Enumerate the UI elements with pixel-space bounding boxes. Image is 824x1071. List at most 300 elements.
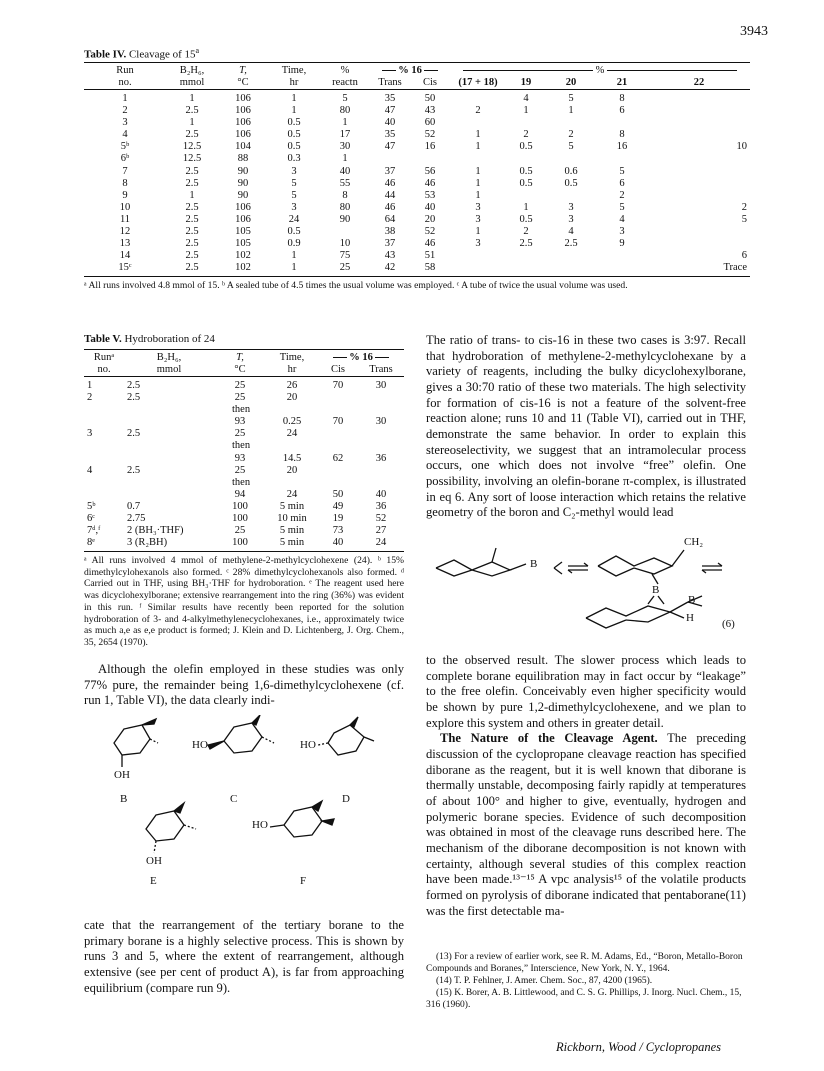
table4-cell: 0.6 (564, 165, 578, 177)
table4-cell (596, 250, 648, 262)
table5-cell-t: 25 (234, 524, 246, 536)
table5-cell-t: 25 (234, 428, 246, 440)
table5-caption-text: Hydroboration of 24 (124, 333, 215, 345)
table4-cell: 58 (424, 262, 436, 273)
table4-cell: 3 (568, 201, 574, 213)
table4-cell (648, 129, 750, 141)
table4-cell: 44 (384, 189, 396, 201)
equation-svg (426, 532, 746, 642)
table4-cell: 6 (741, 249, 747, 261)
table4 (84, 62, 750, 292)
table5-cell-time: 5 min (279, 536, 305, 548)
table4-cell: 0.3 (287, 153, 301, 165)
right-paragraph-2: to the observed result. The slower process which leads to complete borane equilibration may in fact occur by “leakage” to the free olefin. Conceivably even higher specificity would be shown by pure 1,2-dimethylcyclohexene, and we plan to explore this system and others in greater detail. The Nature of the Cleavage Agent. The preceding discussion of the cyclopropane cleavage reaction has specified diborane as the reagent, but it is well known that diborane is thermally unstable, decomposing fairly rapidly at temperatures of about 100° and higher to give, eventually, hydrogen and polymeric borane species. Evidence of such decomposition was obtained in most of the cleavage runs described here. The mechanism of the diborane decomposition is not known with certainty, although several studies of this complex reaction have been made.¹³⁻¹⁵ A vpc analysis¹⁵ of the volatile products formed on pyrolysis of diborane indicated that pentaborane(11) was the first detectable ma- (426, 653, 746, 918)
table5-cell-b2h6 (124, 416, 214, 428)
left-paragraph-1: Although the olefin employed in these studies was only 77% pure, the remainder being 1,6-dimethylcyclohexene (cf. run 1, Table VI), the data clearly indi- (84, 662, 404, 708)
table4-cell (546, 117, 596, 129)
t4-h-run-1: Run (116, 65, 134, 76)
table5-cell-run (84, 453, 124, 465)
table4-cell (648, 166, 750, 178)
table4-cell: 1 (568, 105, 574, 117)
table4-row (84, 202, 750, 214)
table4-cell: 102 (235, 262, 251, 273)
table4-cell: 1 (189, 117, 195, 129)
table5-cell-b2h6: 2 (BH₃·THF) (127, 524, 184, 536)
t4-h-pct-group: % (450, 65, 750, 77)
structure-e (146, 803, 196, 853)
table5-cell-t: 100 (232, 512, 248, 524)
table4-cell: 6 (619, 105, 625, 117)
eq-number: (6) (722, 618, 735, 630)
table5-cell-time: 0.25 (282, 416, 302, 428)
table4-cell: 4 (568, 225, 574, 237)
table4-cell: 2 (475, 105, 481, 117)
table4-cell (506, 153, 546, 165)
table4-cell (450, 117, 506, 129)
table4-cell: 47 (384, 105, 396, 117)
table4-cell: 40 (339, 165, 351, 177)
table4-cell: 8 (342, 189, 348, 201)
running-footer: Rickborn, Wood / Cyclopropanes (556, 1040, 722, 1054)
table4-cell: 1 (475, 225, 481, 237)
table5-cell-t: 100 (232, 536, 248, 548)
table5-cell-cis: 40 (332, 536, 344, 548)
table4-cell: 8 (122, 177, 128, 189)
table5-cell-cis: 70 (332, 416, 344, 428)
table4-cell: 2.5 (185, 105, 199, 117)
table4-cell: 47 (384, 141, 396, 153)
table5-cell-run: 1 (87, 380, 93, 392)
reference-14: (14) T. P. Fehlner, J. Amer. Chem. Soc., 87, 4200 (1965). (436, 975, 653, 986)
t4-h-reactn-2: reactn (332, 77, 358, 89)
t4-h-1718: (17 + 18) (458, 77, 498, 89)
table4-cell: 105 (235, 225, 251, 237)
reference-13: (13) For a review of earlier work, see R. M. Adams, Ed., “Boron, Metallo-Boron Compounds and Boranes,” Interscience, New York, N. Y., 1964. (426, 952, 743, 974)
table5-cell-cis: 19 (332, 512, 344, 524)
table4-cell: 0.5 (519, 165, 533, 177)
table4-cell: 0.5 (287, 117, 301, 129)
table4-row (84, 214, 750, 226)
table4-cell: 4 (122, 129, 128, 141)
table4-cell: 106 (235, 201, 251, 213)
structure-d (318, 717, 374, 755)
table4-cell: 1 (523, 201, 529, 213)
page-number: 3943 (740, 24, 768, 39)
table5-then: then (232, 440, 251, 452)
struct-f-ho: HO (252, 819, 268, 831)
table4-cell: 3 (475, 201, 481, 213)
table4-cell: 1 (475, 129, 481, 141)
table4-cell: 2.5 (185, 249, 199, 261)
table4-cell: 50 (424, 93, 436, 105)
table4-cell: 0.5 (564, 177, 578, 189)
table4-cell: 5 (619, 201, 625, 213)
table4-cell: 5 (568, 141, 574, 153)
t5-h-trans: Trans (369, 364, 393, 376)
table5-cell-t: 93 (234, 452, 246, 464)
table5-then: then (232, 476, 251, 488)
table4-cell: 2 (523, 129, 529, 141)
table5-cell-time: 24 (286, 488, 298, 500)
table4-row (84, 105, 750, 117)
table4-cell: 2.5 (564, 237, 578, 249)
table4-cell: 2.5 (185, 129, 199, 141)
table4-cell: 2.5 (185, 201, 199, 213)
table5-cell-b2h6: 2.75 (127, 512, 146, 524)
table4-cell: 0.5 (287, 129, 301, 141)
t5-h-cis: Cis (330, 364, 345, 376)
t4-h-t-1: T, (239, 65, 247, 76)
table4-cell: 3 (568, 213, 574, 225)
right-paragraph-1: The ratio of trans- to cis-16 in these two cases is 3:97. Recall that hydroboration of methylene-2-methylcyclohexane by a variety of reagents, including the bulky dicyclohexylborane, gives a 30:70 ratio of these two materials. The high selectivity for formation of cis-16 is not a feature of the solvent-free reaction alone; runs 10 and 11 (Table VI), carried out in THF, demonstrate the same behavior. In order to explain this stereoselectivity, we suggest that an intramolecular process occurs, one which does not involve “free” olefin. One possibility, involving an olefin-borane π-complex, is illustrated in eq 6. Any sort of loose interaction which retains the relative geometry of the boron and C₂-methyl would lead (426, 333, 746, 520)
table4-cell: 106 (235, 93, 251, 105)
table4-cell: 80 (339, 105, 351, 117)
table4-cell: 1 (475, 189, 481, 201)
table4-cell: 2.5 (185, 213, 199, 225)
table4-cell: 2.5 (185, 165, 199, 177)
table4-cell: 40 (384, 117, 396, 129)
table4-cell (506, 250, 546, 262)
table4-cell (370, 153, 410, 165)
table5-body (84, 380, 404, 549)
table4-cell: 2.5 (519, 237, 533, 249)
equation-6 (426, 532, 746, 642)
table5-row (84, 392, 404, 404)
table4-cell: 24 (288, 213, 300, 225)
t5-h-b2h6-1: B₂H₆, (156, 352, 182, 363)
t5-h-t-2: °C (234, 364, 246, 376)
table4-cell: 16 (424, 141, 436, 153)
table4-cell (648, 178, 750, 190)
table4-cell: 25 (339, 262, 351, 273)
table5-grid (84, 352, 404, 549)
table4-cell (506, 117, 546, 129)
table4-cell: 12.5 (182, 153, 202, 165)
table5-cell-trans (358, 465, 404, 477)
struct-b-oh: OH (114, 769, 130, 781)
table5-cell-trans: 30 (375, 380, 387, 392)
table4-cell: 106 (235, 117, 251, 129)
table4-cell: 0.5 (287, 225, 301, 237)
table4-cell: 3 (475, 213, 481, 225)
table4-cell: 4 (523, 93, 529, 105)
table4-cell: 40 (424, 201, 436, 213)
table5-row (84, 501, 404, 513)
table5-row (84, 489, 404, 501)
table4-cell: 1 (342, 117, 348, 129)
table5-cell-trans: 52 (375, 512, 387, 524)
table4-cell: 2.5 (185, 225, 199, 237)
table5-cell-t: 100 (232, 500, 248, 512)
table4-cell: 12 (119, 225, 131, 237)
table4-label: Table IV. (84, 48, 127, 61)
table4-cell (450, 262, 506, 274)
table4-cell: 37 (384, 165, 396, 177)
table5-row (84, 537, 404, 549)
table5-cell-trans: 40 (375, 488, 387, 500)
table4-cell: 16 (616, 141, 628, 153)
table4-cell (546, 153, 596, 165)
table4-cell: 14 (119, 249, 131, 261)
table5-cell-b2h6 (124, 453, 214, 465)
table4-row (84, 153, 750, 165)
table4-cell (320, 226, 370, 238)
table4-cell: 10 (736, 141, 747, 153)
table4-cell: 4 (619, 213, 625, 225)
table4-cell: 0.5 (519, 141, 533, 153)
table4-cell: 1 (475, 141, 481, 153)
table4-cell: 5 (741, 213, 747, 225)
table4-cell: 3 (619, 225, 625, 237)
eq-b-mid: B (652, 584, 660, 596)
table4-cell: 2.5 (185, 262, 199, 273)
table4-cell: 80 (339, 201, 351, 213)
t5-h-time-1: Time, (279, 352, 305, 363)
table4-grid (84, 65, 750, 274)
table4-cell: 35 (384, 129, 396, 141)
table5-cell-time: 14.5 (282, 452, 302, 464)
table4-cell: 64 (384, 213, 396, 225)
table4-body (84, 93, 750, 274)
table4-cell: 46 (384, 177, 396, 189)
t4-h-22: 22 (693, 77, 705, 89)
table5-cell-cis (318, 428, 358, 440)
table4-cell: 105 (235, 237, 251, 249)
table4-cell: 46 (424, 237, 436, 249)
table4-cell: 38 (384, 225, 396, 237)
table5-cell-cis: 50 (332, 488, 344, 500)
table4-row (84, 190, 750, 202)
struct-d-ho: HO (300, 739, 316, 751)
table4-cell: 15ᶜ (118, 262, 132, 273)
table4-cell: 1 (342, 153, 348, 165)
table5-cell-time: 24 (286, 428, 298, 440)
table5-row (84, 380, 404, 392)
table4-cell: 20 (424, 213, 436, 225)
table5-cell-b2h6: 2.5 (127, 380, 141, 392)
table5-cell-trans: 27 (375, 524, 387, 536)
table5-then: then (232, 404, 251, 416)
struct-e-oh: OH (146, 855, 162, 867)
table4-cell (648, 105, 750, 117)
table4-cell (596, 117, 648, 129)
table4-cell (450, 250, 506, 262)
table4-row (84, 129, 750, 141)
table4-cell: 106 (235, 213, 251, 225)
table4-cell (596, 153, 648, 165)
t4-h-time-1: Time, (281, 65, 307, 76)
table4-cell (450, 153, 506, 165)
table5-row (84, 428, 404, 440)
table5-row (84, 416, 404, 428)
table4-cell: 3 (291, 165, 297, 177)
table5-cell-run: 2 (87, 392, 93, 404)
table4-cell: 3 (122, 117, 128, 129)
table4-cell: 3 (475, 237, 481, 249)
table5-cell-cis: 62 (332, 452, 344, 464)
table4-cell (648, 117, 750, 129)
table5-cell-b2h6: 2.5 (127, 428, 141, 440)
table4-row (84, 238, 750, 250)
table5-cell-t: 94 (234, 488, 246, 500)
t4-h-reactn-1: % (340, 65, 350, 76)
table5-cell-run (84, 416, 124, 428)
table4-footnote: ᵃ All runs involved 4.8 mmol of 15. ᵇ A sealed tube of 4.5 times the usual volume was employed. ᶜ A tube of twice the usual volume was used. (84, 280, 628, 292)
table5-cell-run: 6ᶜ (87, 512, 95, 524)
table4-caption-text: Cleavage of 15 (128, 48, 196, 61)
table4-cell (546, 190, 596, 202)
table4-row (84, 93, 750, 105)
table4-cell: 46 (384, 201, 396, 213)
table4-cell: 51 (424, 249, 436, 261)
table5-cell-time: 20 (286, 392, 298, 404)
t4-h-21: 21 (616, 77, 628, 89)
table5-label: Table V. (84, 333, 122, 345)
structure-f (270, 801, 334, 837)
table5-cell-run (84, 489, 124, 501)
table5-cell-b2h6: 0.7 (127, 500, 141, 512)
t5-h-time-2: hr (287, 364, 297, 376)
table5-cell-time: 5 min (279, 500, 305, 512)
table5-cell-cis: 70 (332, 380, 344, 392)
t4-h-t-2: °C (237, 77, 249, 89)
table4-caption: Table IV. Cleavage of 15$^a$ (84, 46, 200, 61)
table4-cell: 106 (235, 105, 251, 117)
table4-cell (506, 190, 546, 202)
t5-h-pct16: % 16 (318, 352, 404, 364)
table4-cell: 90 (339, 213, 351, 225)
table4-cell: 17 (339, 129, 351, 141)
t5-h-b2h6-2: mmol (156, 364, 182, 376)
table4-cell: 6 (619, 177, 625, 189)
reference-15: (15) K. Borer, A. B. Littlewood, and C. S. G. Phillips, J. Inorg. Nucl. Chem., 15, 316 (1960). (426, 987, 742, 1010)
table4-cell: 43 (424, 105, 436, 117)
table4-cell: 0.9 (287, 237, 301, 249)
table4-cell: 5 (342, 93, 348, 105)
table5-cell-time: 5 min (279, 524, 305, 536)
table5-cell-trans: 24 (375, 536, 387, 548)
t4-h-time-2: hr (289, 77, 299, 89)
t4-h-run-2: no. (118, 77, 132, 89)
table5-cell-run: 5ᵇ (87, 500, 96, 512)
table5-row (84, 453, 404, 465)
table4-cell (506, 262, 546, 274)
t4-h-pct16: % 16 (370, 65, 450, 77)
table4-cell: 60 (424, 117, 436, 129)
table4-cell: 1 (122, 93, 128, 105)
table4-cell: 52 (424, 129, 436, 141)
table5-cell-t: 25 (234, 380, 246, 392)
table5-cell-trans (358, 392, 404, 404)
table4-cell: 56 (424, 165, 436, 177)
table4-cell: 9 (122, 189, 128, 201)
table4-cell (648, 226, 750, 238)
table5-cell-t: 25 (234, 392, 246, 404)
t5-h-run-1: Runᵃ (93, 352, 115, 363)
table4-row (84, 226, 750, 238)
table5-cell-b2h6: 2.5 (127, 392, 141, 404)
t4-h-b2h6-1: B₂H₆, (179, 65, 205, 76)
table5-cell-time: 20 (286, 464, 298, 476)
table4-cell: 37 (384, 237, 396, 249)
struct-e-label: E (150, 875, 157, 887)
table5-cell-run: 8ᵉ (87, 536, 95, 548)
table4-cell: 3 (291, 201, 297, 213)
table5-cell-cis (318, 392, 358, 404)
table4-cell: 90 (237, 189, 249, 201)
table5-cell-trans (358, 428, 404, 440)
table4-cell: 2 (523, 225, 529, 237)
table4-cell (648, 153, 750, 165)
table4-cell: 7 (122, 165, 128, 177)
table5-row (84, 440, 404, 452)
table5-row (84, 404, 404, 416)
section-heading: The Nature of the Cleavage Agent. (440, 731, 658, 746)
t5-h-run-2: no. (97, 364, 111, 376)
table5-footnote: ᵃ All runs involved 4 mmol of methylene-2-methylcyclohexene (24). ᵇ 15% dimethylcylohexanols also formed. ᶜ 28% dimethylcyclohexanols also formed. ᵈ Carried out in THF, using BH₃·THF for hydroboration. ᵉ The reagent used here was dicyclohexylborane; extensive rearrangement into the ring (36%) was evident in this run. ᶠ Similar results have recently been reported for the solution hydroboration of 3- and 4-alkylmethylenecyclohexanes, i.e., approximately twice as much a,e as e,e product is formed; J. Klein and D. Lichtenberg, J. Org. Chem., 35, 2654 (1970). (84, 555, 404, 648)
eq-ch2: CH₂ (684, 536, 704, 548)
table4-cell: 46 (424, 177, 436, 189)
t4-h-19: 19 (520, 77, 532, 89)
t5-h-t-1: T, (236, 352, 244, 363)
table4-row (84, 141, 750, 153)
table4-cell: 75 (339, 249, 351, 261)
table4-cell: 6ᵇ (120, 153, 130, 165)
table4-cell: 52 (424, 225, 436, 237)
structures-figure (84, 715, 404, 913)
table4-row (84, 262, 750, 274)
table4-cell (546, 262, 596, 274)
table4-cell (410, 153, 450, 165)
table5-cell-time: 10 min (277, 512, 307, 524)
table4-cell: 1 (189, 189, 195, 201)
table4-cell: 2 (741, 201, 747, 213)
table4-cell: 90 (237, 165, 249, 177)
table4-cell: 0.5 (287, 141, 301, 153)
table4-cell: 102 (235, 249, 251, 261)
struct-b-label: B (120, 793, 128, 805)
table4-cell (450, 93, 506, 105)
table4-cell (648, 93, 750, 105)
table5-cell-run: 3 (87, 428, 93, 440)
table4-cell: 9 (619, 237, 625, 249)
table5-cell-run: 7ᵈ,ᶠ (87, 524, 101, 536)
table5-cell-trans: 36 (375, 452, 387, 464)
table4-cell: 1 (291, 93, 297, 105)
table4-cell: 5 (291, 177, 297, 189)
table4-cell: 1 (291, 249, 297, 261)
eq-h: H (686, 612, 694, 624)
table5-cell-trans: 36 (375, 500, 387, 512)
table5-row (84, 525, 404, 537)
table4-cell: 88 (237, 153, 249, 165)
table4-cell: 1 (189, 93, 195, 105)
table4-cell: 2 (568, 129, 574, 141)
table4-cell: 10 (339, 237, 351, 249)
table4-cell: 5 (568, 93, 574, 105)
structures-svg (84, 715, 404, 913)
table4-cell: 10 (119, 201, 131, 213)
table4-cell: 35 (384, 93, 396, 105)
table4-cell: 2 (122, 105, 128, 117)
table4-cell (648, 238, 750, 250)
table4-cell: 5 (291, 189, 297, 201)
table5-cell-t: 25 (234, 464, 246, 476)
table4-cell: 1 (291, 105, 297, 117)
t4-h-cis: Cis (422, 77, 437, 89)
table5-row (84, 477, 404, 489)
table4-cell: 2.5 (185, 177, 199, 189)
